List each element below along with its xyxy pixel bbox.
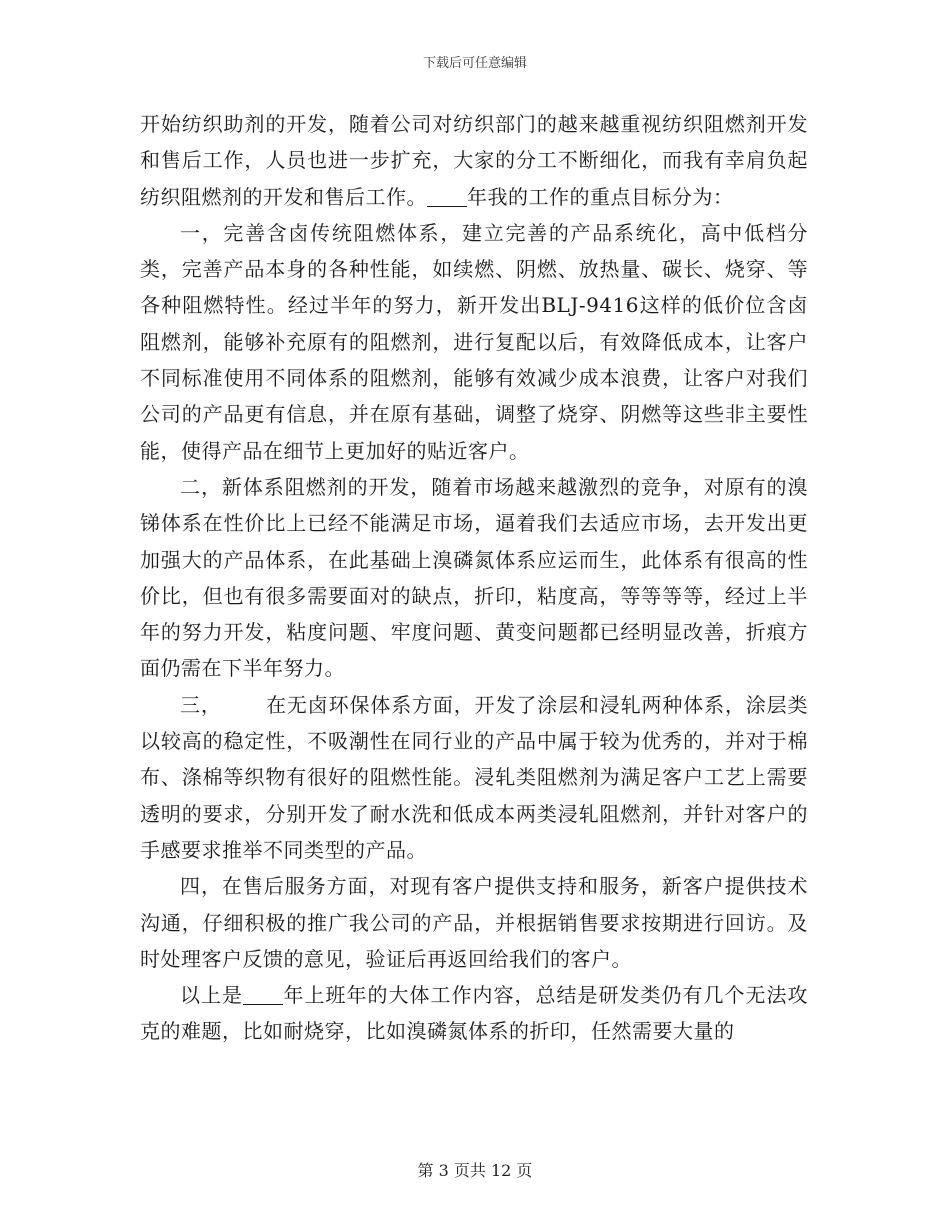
paragraph-intro [140,106,808,215]
paragraph-summary-part1: 以上是 [180,983,243,1008]
paragraph-intro-part1: 开始纺织助剂的开发，随着公司对纺织部门的越来越重视纺织阻燃剂开发和售后工作，人员也进一步扩充，大家的分工不断细化，而我有幸肩负起纺织阻燃剂的开发和售后工作。 [140,112,808,209]
paragraph-item-3-text: 在无卤环保体系方面，开发了涂层和浸轧两种体系，涂层类以较高的稳定性，不吸潮性在同行业的产品中属于较为优秀的，并对于棉布、涤棉等织物有很好的阻燃性能。浸轧类阻燃剂为满足客户工艺上需要透明的要求，分别开发了耐水洗和低成本两类浸轧阻燃剂，并针对客户的手感要求推举不同类型的产品。 [140,692,809,862]
paragraph-summary-part2: 年上班年的大体工作内容，总结是研发类仍有几个无法攻克的难题，比如耐烧穿，比如溴磷氮体系的折印，任然需要大量的 [140,983,808,1044]
page-number: 第 3 页共 12 页 [417,1161,533,1180]
year-blank [243,984,283,1005]
paragraph-summary [140,977,808,1050]
paragraph-intro-part2: 年我的工作的重点目标分为： [467,184,734,209]
paragraph-item-3-label: 三， [180,692,222,717]
year-blank [427,186,467,207]
paragraph-item-2: 二，新体系阻燃剂的开发，随着市场越来越激烈的竞争，对原有的溴锑体系在性价比上已经不能满足市场，逼着我们去适应市场，去开发出更加强大的产品体系，在此基础上溴磷氮体系应运而生，此体系有很高的性价比，但也有很多需要面对的缺点，折印，粘度高，等等等等，经过上半年的努力开发，粘度问题、牢度问题、黄变问题都已经明显改善，折痕方面仍需在下半年努力。 [140,474,808,681]
document-body [140,106,808,1050]
paragraph-item-3 [140,687,808,868]
paragraph-item-1: 一，完善含卤传统阻燃体系，建立完善的产品系统化，高中低档分类，完善产品本身的各种性能，如续燃、阴燃、放热量、碳长、烧穿、等各种阻燃特性。经过半年的努力，新开发出BLJ-9416这样的低价位含卤阻燃剂，能够补充原有的阻燃剂，进行复配以后，有效降低成本，让客户不同标准使用不同体系的阻燃剂，能够有效减少成本浪费，让客户对我们公司的产品更有信息，并在原有基础，调整了烧穿、阴燃等这些非主要性能，使得产品在细节上更加好的贴近客户。 [140,220,808,463]
page-header: 下载后可任意编辑 [422,56,527,71]
paragraph-item-4: 四，在售后服务方面，对现有客户提供支持和服务，新客户提供技术沟通，仔细积极的推广我公司的产品，并根据销售要求按期进行回访。及时处理客户反馈的意见，验证后再返回给我们的客户。 [140,874,808,971]
